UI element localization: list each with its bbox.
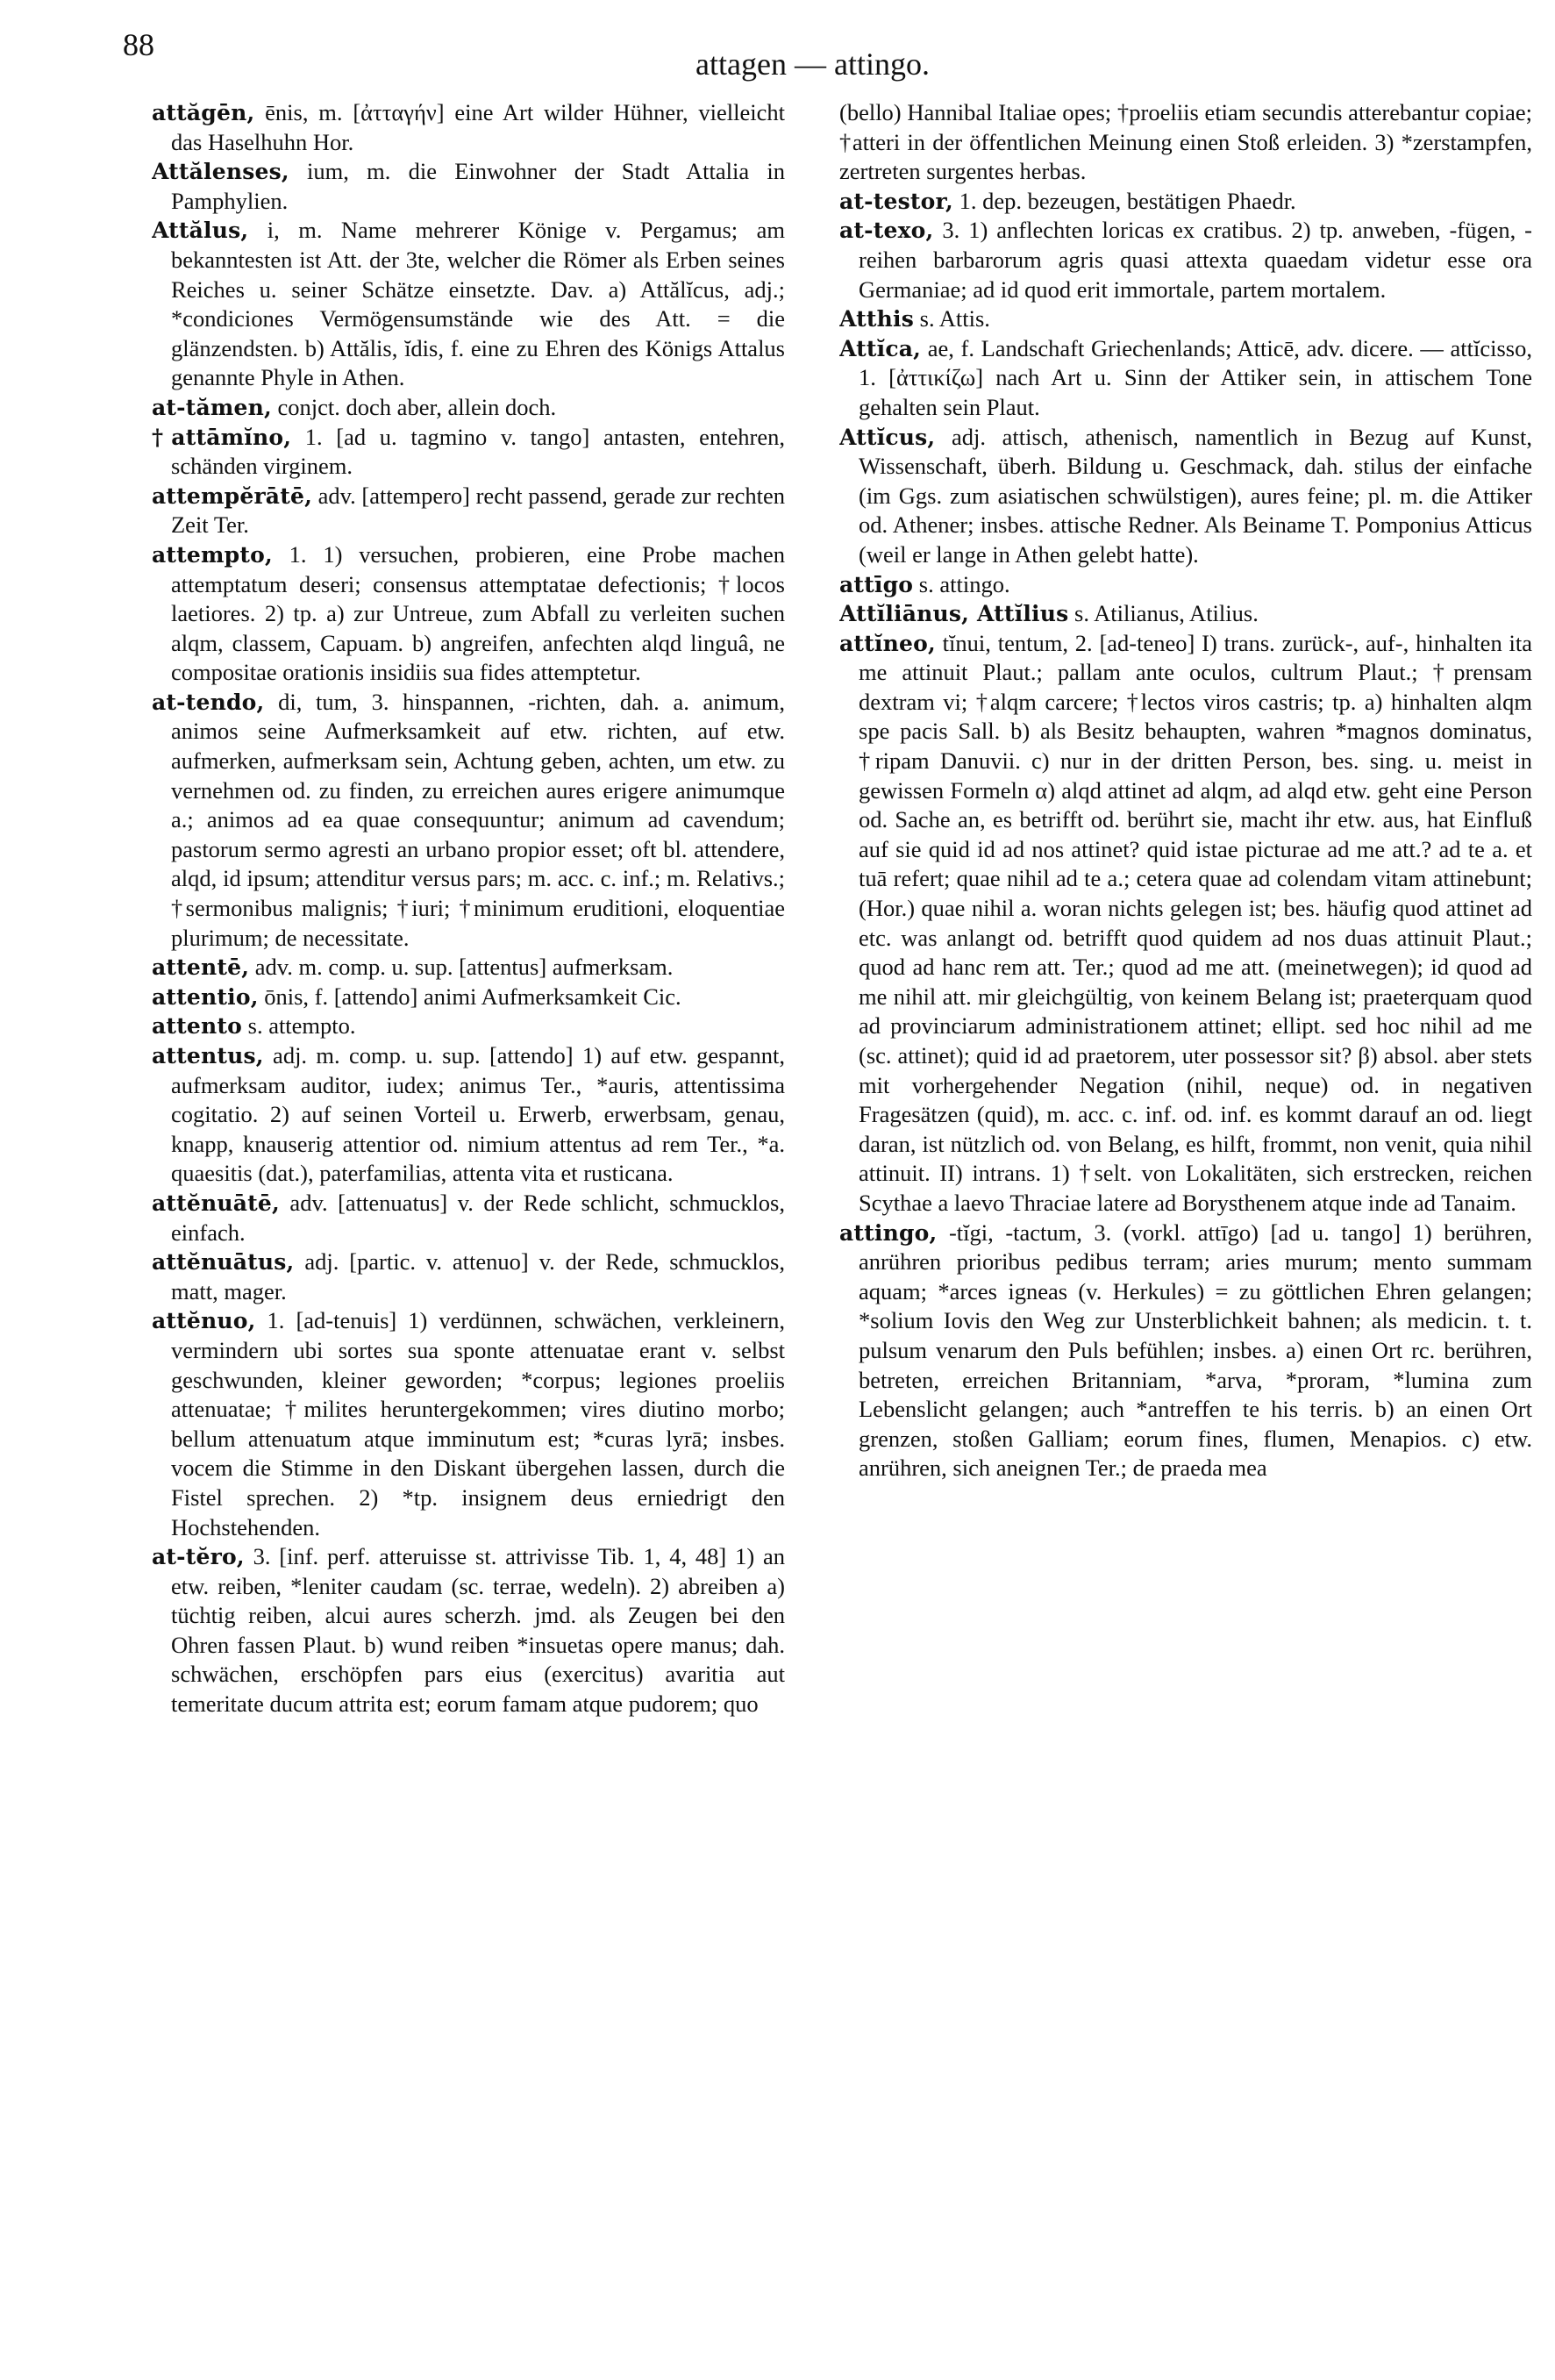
entry-definition: adj. m. comp. u. sup. [attendo] 1) auf etw. gespannt, aufmerksam auditor, iudex; animus Ter., *auris, attentissima cogitatio. 2) auf seinen Vorteil u. Erwerb, erwerbsam, genau, knapp, knauserig attentior od. nimium attentus ad rem Ter., *a. quaesitis (dat.), paterfamilias, attenta vita et rusticana. <box>171 1042 785 1187</box>
dictionary-entry <box>839 1219 1532 1483</box>
entry-definition: tĭnui, tentum, 2. [ad-teneo] I) trans. zurück-, auf-, hinhalten ita me attinuit Plaut.; pallam ante oculos, cultrum Plaut.; †prensam dextram vi; †alqm carcere; †lectos viros castris; tp. a) hinhalten alqm spe pacis Sall. b) als Besitz behaupten, wahren *magnos dominatus, †ripam Danuvii. c) nur in der dritten Person, bes. sing. u. meist in gewissen Formeln α) alqd attinet ad alqm, ad alqd etw. geht eine Person od. Sache an, es betrifft od. berührt sie, macht ihr etw. aus, hat Einfluß auf sie quid id ad nos attinet? quid istae picturae ad me att.? ad te a. et tuā refert; quae nihil ad te a.; cetera quae ad colendam vitam attinebunt; (Hor.) quae nihil a. woran nichts gelegen ist; bes. häufig quod attinet ad etc. was anlangt od. betrifft quod quidem ad nos duas attinuit Plaut.; quod ad hanc rem att. Ter.; quod ad me att. (meinetwegen); id quod ad me nihil att. mir gleichgültig, von keinem Belang ist; praeterquam quod ad provinciarum administrationem attinet; ellipt. sed hoc nihil ad me (sc. attinet); quid id ad praetorem, uter possessor sit? β) absol. aber stets mit vorhergehender Negation (nihil, neque) od. in negativen Fragesätzen (quid), m. acc. c. inf. od. inf. es kommt darauf an od. liegt daran, ist nützlich od. von Belang, es hilft, frommt, non venit, quia nihil attinuit. II) intrans. 1) †selt. von Lokalitäten, sich erstrecken, reichen Scythae a laevo Thraciae latere ad Borysthenem atque inde ad Tanaim. <box>859 629 1532 1216</box>
dictionary-entry <box>152 1041 785 1189</box>
entry-headword: attingo, <box>839 1219 938 1246</box>
dictionary-entry <box>152 540 785 688</box>
entry-headword: attento <box>152 1013 242 1040</box>
entry-definition: s. attempto. <box>242 1012 356 1040</box>
entry-headword: attempĕrātē, <box>152 482 312 509</box>
entry-definition: ōnis, f. [attendo] animi Aufmerksamkeit Cic. <box>258 983 681 1010</box>
dictionary-entry <box>839 304 1532 334</box>
dictionary-entry <box>152 1011 785 1041</box>
entry-headword: Atthis <box>839 306 915 332</box>
dictionary-entry <box>839 570 1532 600</box>
entry-definition: di, tum, 3. hinspannen, -richten, dah. a. animum, animos seine Aufmerksamkeit auf etw. richten, auf etw. aufmerken, aufmerksam sein, Achtung geben, achten, um etw. zu vernehmen od. zu finden, zu erreichen aures erigere animumque a.; animos ad ea quae consequuntur; animum ad cavendum; pastorum sermo agresti an urbano propior esset; oft bl. attendere, alqd, id ipsum; attenditur versus pars; m. acc. c. inf.; m. Relativs.; †sermonibus malignis; †iuri; †minimum eruditioni, eloquentiae plurimum; de necessitate. <box>171 688 785 951</box>
entry-definition: 3. [inf. perf. atteruisse st. attrivisse Tib. 1, 4, 48] 1) an etw. reiben, *leniter caudam (sc. terrae, wedeln). 2) abreiben a) tüchtig reiben, alcui aures scherzh. jmd. als Zeugen bei den Ohren fassen Plaut. b) wund reiben *insuetas opere manus; dah. schwächen, erschöpfen pars eius (exercitus) avaritia aut temeritate ducum attrita est; eorum famam atque pudorem; quo <box>171 1543 785 1718</box>
dictionary-entry <box>152 1247 785 1306</box>
dictionary-entry <box>839 423 1532 570</box>
entry-definition: adv. [attenuatus] v. der Rede schlicht, schmucklos, einfach. <box>171 1189 785 1246</box>
entry-headword: attentus, <box>152 1043 264 1068</box>
dictionary-entry <box>839 334 1532 423</box>
dictionary-entry <box>152 423 785 482</box>
entry-headword: attăgēn, <box>152 100 255 125</box>
entry-headword: Attălus, <box>152 218 249 244</box>
dictionary-entry <box>839 187 1532 217</box>
entry-headword: attĕnuātus, <box>152 1249 295 1276</box>
entry-headword: attentē, <box>152 954 250 981</box>
entry-definition: ae, f. Landschaft Griechenlands; Atticē, adv. dicere. — attĭcisso, 1. [ἀττικίζω] nach Art u. Sinn der Attiker sein, in attischem Tone gehalten sein Plaut. <box>859 334 1532 420</box>
entry-definition: 1. 1) versuchen, probieren, eine Probe machen attemptatum deseri; consensus attemptatae defectionis; †locos laetiores. 2) tp. a) zur Untreue, zum Abfall zu verleiten suchen alqm, classem, Capuam. b) angreifen, anfechten alqd linguâ, ne compositae orationis insidiis sua fides attemptetur. <box>171 540 785 686</box>
entry-headword: attĕnuo, <box>152 1308 256 1334</box>
entry-definition: 3. 1) anflechten loricas ex cratibus. 2) tp. anweben, -fügen, -reihen barbarorum agris quasi attexta quaedam videtur esse ora Germaniae; ad id quod erit immortale, partem mortalem. <box>859 217 1532 303</box>
dictionary-entry <box>152 1189 785 1247</box>
entry-headword: attĭneo, <box>839 630 936 656</box>
entry-definition: conjct. doch aber, allein doch. <box>271 393 557 420</box>
entry-headword: Attĭcus, <box>839 424 936 450</box>
entry-headword: Attĭliānus, Attĭlius <box>839 601 1069 627</box>
entry-definition: i, m. Name mehrerer Könige v. Pergamus; am bekanntesten ist Att. der 3te, welcher die Römer als Erben seines Reiches u. seiner Schätze einsetzte. Dav. a) Attălĭcus, adj.; *condiciones Vermögensumstände wie des Att. = die glänzendsten. b) Attălis, ĭdis, f. eine zu Ehren des Königs Attalus genannte Phyle in Athen. <box>171 217 785 391</box>
entry-definition: adv. m. comp. u. sup. [attentus] aufmerksam. <box>249 954 674 981</box>
entry-definition: s. attingo. <box>913 570 1010 597</box>
dictionary-entry <box>839 216 1532 304</box>
entry-headword: attīgo <box>839 571 914 597</box>
entry-headword: at-testor, <box>839 188 953 214</box>
entry-headword: attĕnuātē, <box>152 1190 280 1216</box>
dictionary-entry <box>152 953 785 983</box>
entry-headword: Attĭca, <box>839 335 922 361</box>
entry-headword: at-tĕro, <box>152 1544 245 1570</box>
dictionary-entry <box>152 1306 785 1542</box>
left-column <box>152 98 785 2370</box>
entry-headword: at-tămen, <box>152 394 272 420</box>
entry-headword: at-tendo, <box>152 689 265 715</box>
entry-headword: attentio, <box>152 983 259 1010</box>
dictionary-entry <box>152 688 785 953</box>
entry-headword: Attălenses, <box>152 159 289 185</box>
entry-headword: attempto, <box>152 541 273 568</box>
entry-definition: -tĭgi, -tactum, 3. (vorkl. attīgo) [ad u. tango] 1) berühren, anrühren prioribus pedibus terram; aries murum; mento summam aquam; *arces igneas (v. Herkules) = zu göttlichen Ehren gelangen; *solium Iovis den Weg zur Unsterblichkeit bahnen; als medicin. t. t. pulsum venarum den Puls befühlen; insbes. a) einen Ort rc. berühren, betreten, erreichen Britanniam, *arva, *proram, *lumina zum Lebenslicht gelangen; auch *antreffen te his terris. b) an einen Ort grenzen, stoßen Galliam; eorum fines, flumen, Menapios. c) etw. anrühren, sich aneignen Ter.; de praeda mea <box>859 1219 1532 1482</box>
entry-definition: ēnis, m. [ἀτταγήν] eine Art wilder Hühner, vielleicht das Haselhuhn Hor. <box>171 99 785 155</box>
dictionary-entry <box>152 216 785 393</box>
entry-definition: 1. dep. bezeugen, bestätigen Phaedr. <box>952 187 1296 214</box>
entry-definition: 1. [ad u. tagmino v. tango] antasten, entehren, schänden virginem. <box>171 423 785 480</box>
entry-definition: adj. [partic. v. attenuo] v. der Rede, schmucklos, matt, mager. <box>171 1248 785 1304</box>
dictionary-entry <box>152 983 785 1012</box>
dictionary-entry <box>152 482 785 540</box>
entry-definition: adj. attisch, athenisch, namentlich in Bezug auf Kunst, Wissenschaft, überh. Bildung u. Geschmack, dah. stilus der einfache (im Ggs. zum asiatischen schwülstigen), aures feine; pl. m. die Attiker od. Athener; insbes. attische Redner. Als Beiname T. Pomponius Atticus (weil er lange in Athen gelebt hatte). <box>859 423 1532 568</box>
dictionary-entry <box>839 599 1532 629</box>
dictionary-entry <box>152 157 785 216</box>
dictionary-entry <box>152 1542 785 1719</box>
entry-headword: at-texo, <box>839 218 934 244</box>
entry-definition: (bello) Hannibal Italiae opes; †proeliis etiam secundis atterebantur copiae; †atteri in der öffentlichen Meinung einen Stoß erleiden. 3) *zerstampfen, zertreten surgentes herbas. <box>839 99 1532 185</box>
entry-definition: s. Attis. <box>914 305 990 332</box>
entry-definition: s. Atilianus, Atilius. <box>1068 600 1259 627</box>
running-title: attagen — attingo. <box>695 46 930 82</box>
page-number: 88 <box>123 27 154 62</box>
right-column <box>839 98 1532 2370</box>
dictionary-entry <box>152 393 785 423</box>
entry-headword: †attāmĭno, <box>152 424 292 450</box>
entry-definition: 1. [ad-tenuis] 1) verdünnen, schwächen, verkleinern, vermindern ubi sortes sua sponte attenuatae erant v. selbst geschwunden, kleiner geworden; *corpus; legiones proeliis attenuatae; †milites heruntergekommen; vires diutino morbo; bellum attenuatum atque imminutum est; *curas lyrā; insbes. vocem die Stimme in den Diskant übergehen lassen, durch die Fistel sprechen. 2) *tp. insignem deus erniedrigt den Hochstehenden. <box>171 1307 785 1540</box>
entry-continuation <box>839 98 1532 187</box>
dictionary-entry <box>152 98 785 157</box>
dictionary-entry <box>839 629 1532 1219</box>
entry-definition: ium, m. die Einwohner der Stadt Attalia in Pamphylien. <box>171 158 785 214</box>
entry-definition: adv. [attempero] recht passend, gerade zur rechten Zeit Ter. <box>171 482 785 539</box>
